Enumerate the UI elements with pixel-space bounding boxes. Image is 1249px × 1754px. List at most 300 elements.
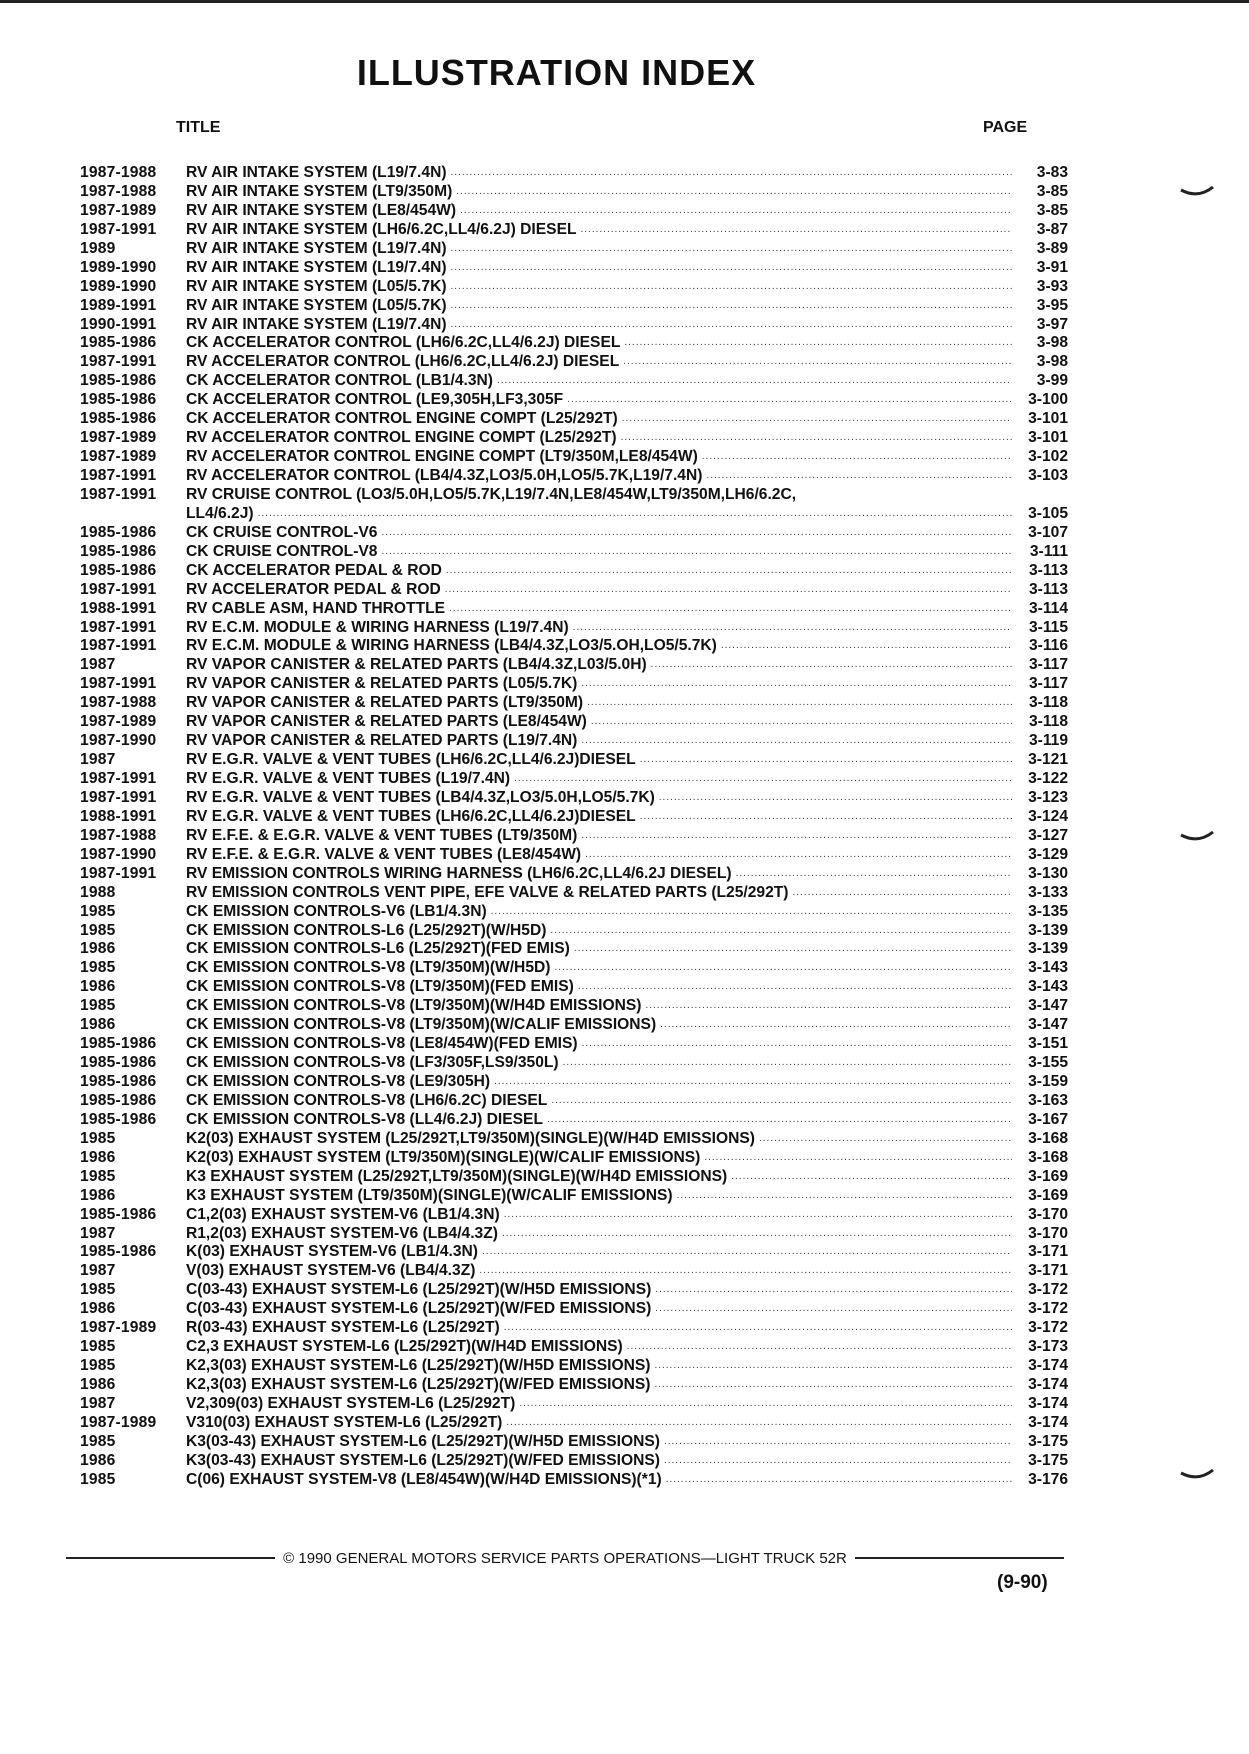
row-description <box>186 846 1016 865</box>
row-title: K2(03) EXHAUST SYSTEM (L25/292T,LT9/350M)(SINGLE)(W/H4D EMISSIONS) <box>186 1129 755 1147</box>
index-row <box>80 1016 1068 1035</box>
row-title: K3(03-43) EXHAUST SYSTEM-L6 (L25/292T)(W/FED EMISSIONS) <box>186 1451 660 1469</box>
row-year: 1985 <box>80 1470 116 1488</box>
index-row <box>80 581 1068 600</box>
row-title: K(03) EXHAUST SYSTEM-V6 (LB1/4.3N) <box>186 1243 479 1261</box>
index-row <box>80 448 1068 467</box>
dot-leader <box>547 1092 1012 1111</box>
row-title: LL4/6.2J) <box>186 504 254 522</box>
row-year: 1987-1991 <box>80 770 157 787</box>
row-description <box>186 221 1016 240</box>
punch-mark-icon <box>1180 1468 1214 1482</box>
row-year: 1987-1990 <box>80 732 157 750</box>
row-page: 3-171 <box>1028 1262 1068 1280</box>
row-title: RV AIR INTAKE SYSTEM (LT9/350M) <box>186 182 453 200</box>
index-row <box>80 486 1068 505</box>
row-year: 1987 <box>80 1224 116 1242</box>
row-page: 3-115 <box>1028 618 1068 636</box>
row-title: K2,3(03) EXHAUST SYSTEM-L6 (L25/292T)(W/FED EMISSIONS) <box>186 1376 651 1393</box>
dot-leader <box>662 1471 1012 1490</box>
row-page: 3-172 <box>1028 1300 1068 1318</box>
index-row <box>80 1149 1068 1168</box>
row-title: CK EMISSION CONTROLS-V8 (LH6/6.2C) DIESEL <box>186 1091 548 1109</box>
punch-mark-icon <box>1180 185 1214 199</box>
dot-leader <box>660 1433 1012 1452</box>
row-page: 3-117 <box>1028 675 1068 693</box>
row-page: 3-170 <box>1028 1205 1068 1223</box>
dot-leader <box>796 486 1012 505</box>
index-row <box>80 1471 1068 1490</box>
row-description <box>186 164 1016 183</box>
dot-leader <box>500 1319 1012 1338</box>
dot-leader <box>442 562 1012 581</box>
index-row <box>80 1319 1068 1338</box>
dot-leader <box>447 316 1012 335</box>
row-title: K3 EXHAUST SYSTEM (LT9/350M)(SINGLE)(W/CALIF EMISSIONS) <box>186 1186 673 1204</box>
row-description <box>186 1225 1016 1244</box>
row-year: 1985 <box>80 1338 116 1356</box>
dot-leader <box>377 543 1012 562</box>
dot-leader <box>788 884 1012 903</box>
row-description <box>186 259 1016 278</box>
row-page: 3-93 <box>1036 277 1068 295</box>
row-description <box>186 1149 1016 1168</box>
index-row <box>80 959 1068 978</box>
row-page: 3-129 <box>1028 845 1068 863</box>
row-title: RV AIR INTAKE SYSTEM (L05/5.7K) <box>186 277 447 295</box>
row-title: C(03-43) EXHAUST SYSTEM-L6 (L25/292T)(W/H5D EMISSIONS) <box>186 1281 652 1299</box>
index-row <box>80 1130 1068 1149</box>
dot-leader <box>447 297 1012 316</box>
row-year: 1985-1986 <box>80 1054 157 1072</box>
row-page: 3-163 <box>1028 1091 1068 1109</box>
row-description <box>186 1054 1016 1073</box>
index-row <box>80 562 1068 581</box>
row-description <box>186 183 1016 202</box>
row-year: 1987-1991 <box>80 637 157 655</box>
dot-leader <box>577 221 1013 240</box>
column-header-page: PAGE <box>983 119 1028 136</box>
dot-leader <box>487 903 1012 922</box>
index-row <box>80 278 1068 297</box>
row-year: 1985-1986 <box>80 523 157 541</box>
index-row <box>80 732 1068 751</box>
row-page: 3-127 <box>1028 826 1068 844</box>
row-page: 3-147 <box>1028 997 1068 1015</box>
dot-leader <box>577 675 1012 694</box>
row-description <box>186 789 1016 808</box>
row-year: 1987 <box>80 1394 116 1412</box>
index-row <box>80 467 1068 486</box>
index-row <box>80 1376 1068 1395</box>
row-title: CK EMISSION CONTROLS-V8 (LT9/350M)(W/H4D EMISSIONS) <box>186 997 642 1015</box>
row-title: K3(03-43) EXHAUST SYSTEM-L6 (L25/292T)(W/H5D EMISSIONS) <box>186 1432 660 1450</box>
index-row <box>80 202 1068 221</box>
row-description <box>186 1433 1016 1452</box>
dot-leader <box>702 467 1012 486</box>
row-year: 1985-1986 <box>80 1110 157 1128</box>
index-row <box>80 1092 1068 1111</box>
row-year: 1989-1990 <box>80 258 157 276</box>
row-description <box>186 922 1016 941</box>
dot-leader <box>727 1168 1012 1187</box>
index-row <box>80 675 1068 694</box>
dot-leader <box>478 1243 1012 1262</box>
row-year: 1987-1991 <box>80 788 157 806</box>
row-year: 1987-1991 <box>80 618 157 636</box>
row-title: CK CRUISE CONTROL-V6 <box>186 523 378 541</box>
row-description <box>186 865 1016 884</box>
index-row <box>80 240 1068 259</box>
row-title: CK EMISSION CONTROLS-L6 (L25/292T)(W/H5D) <box>186 921 547 939</box>
row-title: CK CRUISE CONTROL-V8 <box>186 542 378 560</box>
dot-leader <box>546 922 1012 941</box>
index-row <box>80 770 1068 789</box>
row-description <box>186 334 1016 353</box>
row-title: RV VAPOR CANISTER & RELATED PARTS (LE8/454W) <box>186 713 587 731</box>
row-title: RV AIR INTAKE SYSTEM (L19/7.4N) <box>186 164 447 181</box>
row-description <box>186 1206 1016 1225</box>
row-title: CK ACCELERATOR PEDAL & ROD <box>186 561 442 579</box>
row-year: 1987-1991 <box>80 864 157 882</box>
row-page: 3-151 <box>1028 1035 1068 1053</box>
row-title: CK EMISSION CONTROLS-V6 (LB1/4.3N) <box>186 902 487 920</box>
row-description <box>186 581 1016 600</box>
row-title: RV AIR INTAKE SYSTEM (L19/7.4N) <box>186 315 447 333</box>
top-edge-rule <box>0 0 1249 3</box>
index-row <box>80 1206 1068 1225</box>
row-page: 3-171 <box>1028 1243 1068 1261</box>
row-description <box>186 713 1016 732</box>
row-page: 3-105 <box>1028 504 1068 522</box>
row-title: V310(03) EXHAUST SYSTEM-L6 (L25/292T) <box>186 1413 503 1431</box>
row-page: 3-99 <box>1036 372 1068 390</box>
row-page: 3-113 <box>1028 561 1068 579</box>
row-title: RV VAPOR CANISTER & RELATED PARTS (L19/7.4N) <box>186 732 578 750</box>
row-page: 3-101 <box>1028 410 1068 428</box>
row-year: 1985-1986 <box>80 1035 157 1053</box>
row-year: 1987-1989 <box>80 1413 157 1431</box>
row-title: K3 EXHAUST SYSTEM (L25/292T,LT9/350M)(SINGLE)(W/H4D EMISSIONS) <box>186 1167 728 1185</box>
dot-leader <box>445 600 1012 619</box>
row-year: 1986 <box>80 978 116 996</box>
row-page: 3-123 <box>1028 788 1068 806</box>
row-title: V2,309(03) EXHAUST SYSTEM-L6 (L25/292T) <box>186 1394 516 1412</box>
row-title: CK EMISSION CONTROLS-V8 (LE9/305H) <box>186 1073 491 1090</box>
row-page: 3-118 <box>1028 694 1068 712</box>
row-page: 3-83 <box>1036 164 1068 181</box>
row-title: RV E.C.M. MODULE & WIRING HARNESS (L19/7.4N) <box>186 618 569 636</box>
row-year: 1986 <box>80 1451 116 1469</box>
row-title: CK EMISSION CONTROLS-V8 (LE8/454W)(FED EMIS) <box>186 1035 578 1053</box>
column-header-title: TITLE <box>176 119 221 136</box>
dot-leader <box>254 505 1012 524</box>
row-description <box>186 1016 1016 1035</box>
index-row <box>80 789 1068 808</box>
index-row <box>80 1452 1068 1471</box>
dot-leader <box>618 410 1012 429</box>
row-page: 3-118 <box>1028 713 1068 731</box>
row-description <box>186 1471 1016 1490</box>
row-year: 1985 <box>80 1357 116 1375</box>
row-year: 1985 <box>80 1281 116 1299</box>
dot-leader <box>698 448 1012 467</box>
row-title: RV E.F.E. & E.G.R. VALVE & VENT TUBES (LE8/454W) <box>186 845 582 863</box>
row-page: 3-116 <box>1028 637 1068 655</box>
row-year: 1988-1991 <box>80 807 157 825</box>
index-row <box>80 903 1068 922</box>
index-row <box>80 619 1068 638</box>
row-title: RV ACCELERATOR CONTROL ENGINE COMPT (LT9/350M,LE8/454W) <box>186 448 698 466</box>
row-page: 3-87 <box>1036 220 1068 238</box>
row-year: 1990-1991 <box>80 315 157 333</box>
row-description <box>186 467 1016 486</box>
row-title: RV CRUISE CONTROL (LO3/5.0H,LO5/5.7K,L19/7.4N,LE8/454W,LT9/350M,LH6/6.2C, <box>186 485 797 503</box>
index-row <box>80 543 1068 562</box>
index-list <box>80 164 1068 1490</box>
row-page: 3-170 <box>1028 1224 1068 1242</box>
row-page: 3-97 <box>1036 315 1068 333</box>
row-page: 3-159 <box>1028 1073 1068 1090</box>
index-row <box>80 221 1068 240</box>
row-page: 3-168 <box>1028 1148 1068 1166</box>
row-page: 3-117 <box>1028 656 1068 674</box>
row-page: 3-91 <box>1036 258 1068 276</box>
row-page: 3-175 <box>1028 1451 1068 1469</box>
row-description <box>186 1035 1016 1054</box>
row-year: 1987 <box>80 751 116 769</box>
row-year: 1985-1986 <box>80 1091 157 1109</box>
index-row <box>80 865 1068 884</box>
row-title: CK ACCELERATOR CONTROL ENGINE COMPT (L25/292T) <box>186 410 618 428</box>
row-description <box>186 1376 1016 1395</box>
index-row <box>80 694 1068 713</box>
row-year: 1985-1986 <box>80 542 157 560</box>
row-year: 1987 <box>80 1262 116 1280</box>
index-row <box>80 1414 1068 1433</box>
row-page: 3-174 <box>1028 1376 1068 1393</box>
row-description <box>186 751 1016 770</box>
row-title: RV AIR INTAKE SYSTEM (L05/5.7K) <box>186 296 447 314</box>
row-description <box>186 543 1016 562</box>
row-page: 3-100 <box>1028 391 1068 409</box>
row-page: 3-172 <box>1028 1319 1068 1337</box>
index-row <box>80 164 1068 183</box>
row-description <box>186 278 1016 297</box>
row-year <box>80 505 186 524</box>
row-year: 1987-1990 <box>80 845 157 863</box>
row-title: R(03-43) EXHAUST SYSTEM-L6 (L25/292T) <box>186 1319 500 1337</box>
row-page: 3-114 <box>1028 599 1068 617</box>
row-description <box>186 1338 1016 1357</box>
row-year: 1987-1989 <box>80 429 157 447</box>
row-description <box>186 675 1016 694</box>
row-year: 1986 <box>80 1016 116 1034</box>
row-year: 1986 <box>80 1300 116 1318</box>
row-description <box>186 372 1016 391</box>
row-description <box>186 1281 1016 1300</box>
row-title: K2(03) EXHAUST SYSTEM (LT9/350M)(SINGLE)(W/CALIF EMISSIONS) <box>186 1148 701 1166</box>
row-description <box>186 1243 1016 1262</box>
index-row <box>80 1262 1068 1281</box>
dot-leader <box>447 164 1012 183</box>
index-row <box>80 372 1068 391</box>
row-year: 1985-1986 <box>80 561 157 579</box>
row-year: 1987 <box>80 656 116 674</box>
row-description <box>186 1187 1016 1206</box>
index-row <box>80 1395 1068 1414</box>
row-year: 1989-1990 <box>80 277 157 295</box>
index-row <box>80 997 1068 1016</box>
row-year: 1985-1986 <box>80 391 157 409</box>
row-description <box>186 391 1016 410</box>
row-title: RV E.G.R. VALVE & VENT TUBES (LH6/6.2C,LL4/6.2J)DIESEL <box>186 807 636 825</box>
dot-leader <box>550 959 1012 978</box>
row-page <box>1016 486 1068 505</box>
dot-leader <box>623 1338 1012 1357</box>
row-description <box>186 1414 1016 1433</box>
row-title: CK EMISSION CONTROLS-V8 (LT9/350M)(FED EMIS) <box>186 978 574 996</box>
row-title: CK EMISSION CONTROLS-V8 (LL4/6.2J) DIESEL <box>186 1110 543 1128</box>
row-page: 3-107 <box>1028 523 1068 541</box>
row-year: 1987-1991 <box>80 353 157 371</box>
dot-leader <box>493 372 1012 391</box>
index-row <box>80 524 1068 543</box>
row-description <box>186 997 1016 1016</box>
index-row <box>80 656 1068 675</box>
row-page: 3-174 <box>1028 1413 1068 1431</box>
row-description <box>186 959 1016 978</box>
footer <box>66 1547 1064 1569</box>
dot-leader <box>447 278 1012 297</box>
row-page: 3-169 <box>1028 1186 1068 1204</box>
row-description <box>186 732 1016 751</box>
row-year: 1987-1989 <box>80 448 157 466</box>
row-year: 1985 <box>80 902 116 920</box>
dot-leader <box>490 1073 1012 1092</box>
dot-leader <box>456 202 1012 221</box>
row-year: 1985 <box>80 921 116 939</box>
row-year: 1987-1988 <box>80 694 157 712</box>
row-year: 1985 <box>80 1432 116 1450</box>
row-title: V(03) EXHAUST SYSTEM-V6 (LB4/4.3Z) <box>186 1262 476 1280</box>
row-description <box>186 353 1016 372</box>
index-row <box>80 922 1068 941</box>
index-row <box>80 334 1068 353</box>
row-description <box>186 316 1016 335</box>
dot-leader <box>510 770 1012 789</box>
row-title: RV VAPOR CANISTER & RELATED PARTS (LB4/4.3Z,L03/5.0H) <box>186 656 647 674</box>
row-page: 3-122 <box>1028 770 1068 787</box>
row-description <box>186 562 1016 581</box>
row-description <box>186 1168 1016 1187</box>
row-page: 3-172 <box>1028 1281 1068 1299</box>
index-row <box>80 884 1068 903</box>
row-title: RV EMISSION CONTROLS WIRING HARNESS (LH6/6.2C,LL4/6.2J DIESEL) <box>186 864 732 882</box>
index-row <box>80 978 1068 997</box>
index-row <box>80 1225 1068 1244</box>
dot-leader <box>574 978 1012 997</box>
row-description <box>186 240 1016 259</box>
index-row <box>80 940 1068 959</box>
dot-leader <box>502 1414 1012 1433</box>
index-row <box>80 297 1068 316</box>
index-row <box>80 410 1068 429</box>
row-description <box>186 297 1016 316</box>
row-page: 3-121 <box>1028 751 1068 769</box>
row-title: K2,3(03) EXHAUST SYSTEM-L6 (L25/292T)(W/H5D EMISSIONS) <box>186 1357 651 1375</box>
row-year: 1985 <box>80 1167 116 1185</box>
index-row <box>80 1243 1068 1262</box>
dot-leader <box>578 1035 1012 1054</box>
row-year: 1989 <box>80 239 116 257</box>
row-page: 3-85 <box>1036 182 1068 200</box>
dot-leader <box>559 1054 1012 1073</box>
row-year: 1987-1988 <box>80 164 157 181</box>
index-row <box>80 316 1068 335</box>
row-title: RV AIR INTAKE SYSTEM (LE8/454W) <box>186 201 457 219</box>
dot-leader <box>515 1395 1012 1414</box>
row-title: CK EMISSION CONTROLS-L6 (L25/292T)(FED EMIS) <box>186 940 570 958</box>
row-description <box>186 827 1016 846</box>
row-title: C(06) EXHAUST SYSTEM-V8 (LE8/454W)(W/H4D EMISSIONS)(*1) <box>186 1470 662 1488</box>
row-year: 1989-1991 <box>80 296 157 314</box>
dot-leader <box>543 1111 1012 1130</box>
index-row <box>80 1168 1068 1187</box>
row-description <box>186 429 1016 448</box>
row-page: 3-98 <box>1036 353 1068 371</box>
dot-leader <box>447 240 1012 259</box>
row-description <box>186 1111 1016 1130</box>
row-page: 3-176 <box>1028 1470 1068 1488</box>
dot-leader <box>647 656 1012 675</box>
row-description <box>186 1357 1016 1376</box>
row-description <box>186 600 1016 619</box>
row-description <box>186 978 1016 997</box>
index-row <box>80 1187 1068 1206</box>
row-year: 1985-1986 <box>80 372 157 390</box>
footer-rule-right <box>855 1557 1064 1559</box>
row-title: RV E.G.R. VALVE & VENT TUBES (LB4/4.3Z,LO3/5.0H,LO5/5.7K) <box>186 788 655 806</box>
index-row <box>80 1054 1068 1073</box>
row-page: 3-174 <box>1028 1357 1068 1375</box>
dot-leader <box>570 940 1012 959</box>
row-description <box>186 940 1016 959</box>
row-description <box>186 202 1016 221</box>
row-page: 3-130 <box>1028 864 1068 882</box>
row-title: RV E.G.R. VALVE & VENT TUBES (L19/7.4N) <box>186 770 511 787</box>
row-description <box>186 637 1016 656</box>
row-title: RV AIR INTAKE SYSTEM (L19/7.4N) <box>186 239 447 257</box>
index-row <box>80 429 1068 448</box>
row-title: C1,2(03) EXHAUST SYSTEM-V6 (LB1/4.3N) <box>186 1205 500 1223</box>
index-row <box>80 353 1068 372</box>
row-year: 1987-1988 <box>80 182 157 200</box>
row-title: RV VAPOR CANISTER & RELATED PARTS (LT9/350M) <box>186 694 584 712</box>
row-page: 3-147 <box>1028 1016 1068 1034</box>
row-page: 3-135 <box>1028 902 1068 920</box>
dot-leader <box>617 429 1012 448</box>
punch-mark-icon <box>1180 830 1214 844</box>
dot-leader <box>377 524 1012 543</box>
row-description <box>186 808 1016 827</box>
row-year: 1987-1988 <box>80 826 157 844</box>
row-year: 1986 <box>80 1148 116 1166</box>
index-row <box>80 1111 1068 1130</box>
row-page: 3-173 <box>1028 1338 1068 1356</box>
dot-leader <box>641 997 1012 1016</box>
row-title: RV AIR INTAKE SYSTEM (LH6/6.2C,LL4/6.2J) DIESEL <box>186 220 577 238</box>
